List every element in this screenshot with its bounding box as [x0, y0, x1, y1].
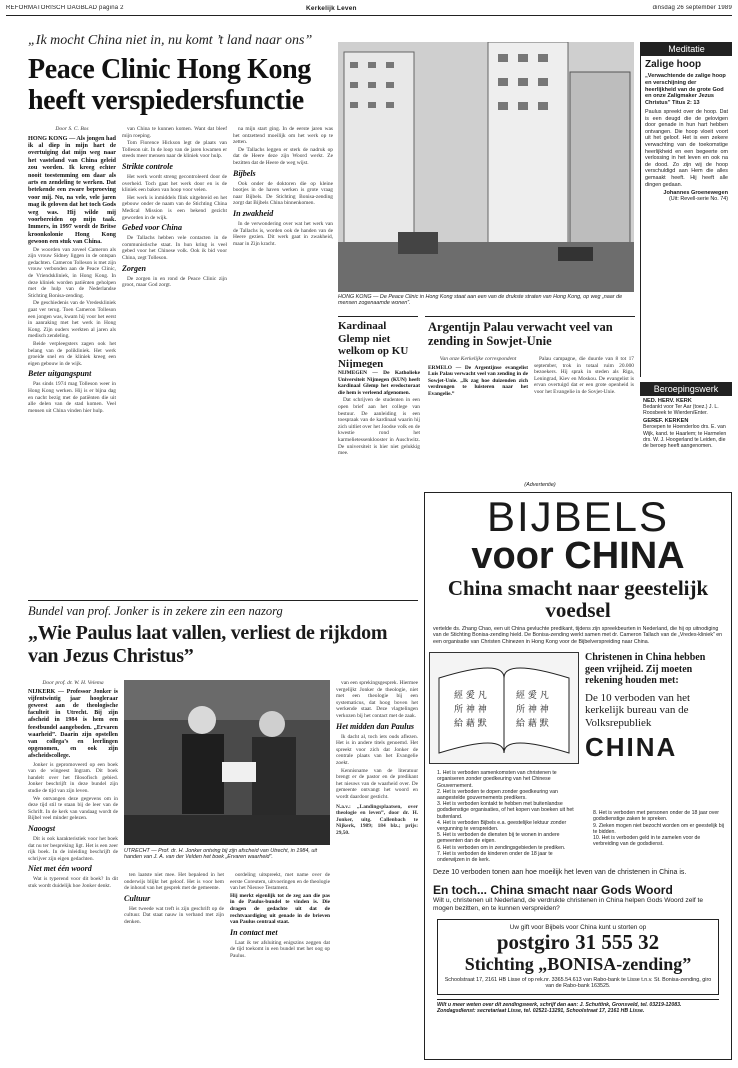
article1-paragraph: De Tallachs hebben vele contacten in de communistische staat. In hun kring is veel gebed voor het Chinese volk. Ook ik bid voor China, zegt Tolleson. [122, 235, 227, 261]
article4-col4 [336, 680, 418, 1060]
article4-paragraph: oordeling uitspreekt, met name over de eerste Coreutem, uitvoeringen en de theologie van het Nieuwe Testament. [230, 872, 330, 892]
article4-paragraph: Laat ik ter afsluiting enigszins zeggen dat de tijd toekomt in een bundel met het oog op Paulus. [230, 939, 330, 959]
svg-text:所 神 神: 所 神 神 [454, 705, 487, 716]
article4-paragraph: Dit is ook karakteristiek voor het boek dat nu ter bespreking ligt. Het is een zeer rijk boek. In de inleiding beschrijft de schrijver zijn eigen gedachten. [28, 835, 118, 862]
article4-paragraph: Ik dacht al, toch iets ouds aflezen. Het is in andere titels genoemd. Het spreekt voor zich dat Jonker de centrale plaats van het Evangelie zoekt. [336, 733, 418, 766]
ad-giro: postgiro 31 555 32 [496, 929, 660, 954]
article1-col3 [233, 126, 333, 596]
article1-paragraph: na mijn start ging. In de eerste jaren was het ontzettend moeilijk om het werk op te zetten. [233, 126, 333, 146]
meditation-verse: „Verwachtende de zalige hoop en verschijning der heerlijkheid van de grote God en onze Zaligmaker Jezus Christus” Titus 2: 13 [645, 73, 726, 107]
article1-paragraph: van China te kunnen komen. Want dat bleef mijn roeping. [122, 126, 227, 139]
ad-en-toch-body: Wilt u, christenen uit Nederland, de verdrukte christenen in China helpen Gods Woord zelf te mogen bezitten, en te kunnen verspreiden? [433, 897, 703, 913]
article4-paragraph: Het tweede wat treft is zijn geschrift op de cultuur. Dat staat nauw in verband met zijn denken. [124, 905, 224, 925]
article1-title: Peace Clinic Hong Kong heeft verspiedersfunctie [28, 54, 311, 116]
article2-lead: NIJMEGEN — De Katholieke Universiteit Nijmegen (KUN) heeft kardinaal Glemp het eredoctoraat die hem is verleend afgenomen. [338, 370, 420, 396]
article1-paragraph: In de verwondering over wat het werk van de Tallachs is, worden ook de handen van de Heere gezien. Dit werk gaat in zwakheid, maar in Zijn kracht. [233, 220, 333, 247]
article4-subhead: Cultuur [124, 893, 151, 903]
svg-text:所 神 神: 所 神 神 [516, 705, 549, 716]
article1-subhead: Gebed voor China [122, 223, 182, 233]
meditation-box [640, 42, 732, 377]
ad-call: Deze 10 verboden tonen aan hoe moeilijk het leven van de christenen in China is. [433, 869, 687, 877]
ad-address: Schoolstraat 17, 2161 HB Lisse of op rek.nr. 3365.54.613 van Rabo-bank te Lisse t.n.v. St. Bonisa-zending, giro van de Rabo-bank 163525. [444, 976, 712, 990]
ad-footer: Wilt u meer weten over dit zendingswerk, schrijf dan aan: J. Schuttink, Gronsveld, tel. 03219-12083. Zondagsdienst: secretariaat Lisse, tel. 02521-13291, Schoolstraat 17, 2161 HB Lisse. [437, 999, 719, 1014]
article1-kicker: „Ik mocht China niet in, nu komt ’t land naar ons” [28, 33, 313, 48]
jonker-photo [124, 680, 330, 845]
article1-subhead: Bijbels [233, 168, 256, 178]
article4-title: „Wie Paulus laat vallen, verliest de rijkdom van Jezus Christus” [28, 622, 388, 667]
article4-paragraph: van een sprekingsgesprek. Hiermee vergelijkt Jonker de theologie, niet met een theologie bij een systematicus, dat hoog boven het werkende staat. Deze vlagtelingen verkozen bij het contact met de zaak. [336, 680, 418, 719]
article1-byline: Door S. C. Bos [55, 126, 89, 132]
article1-subhead: Strikte controle [122, 161, 173, 171]
ad-ban-item: 8. Het is verboden met personen onder de 18 jaar over godsdienstige zaken te spreken. [593, 810, 720, 823]
appointments-text-geref: Beroepen te Hoenderloo drs. E. van Wijk, kand. te Haarlem; te Harmelen drs. W. J. Hoogerland te Leiden, die de beroep heeft aangenomen. [643, 424, 727, 450]
ad-ban-item: 4. Het is verboden Bijbels e.a. geestelijke lektuur zonder vergunning te verspreiden. [437, 819, 567, 833]
article2-rule [338, 316, 418, 317]
article3-paragraph: Palau campagne, die duurde van 8 tot 17 september, trok in totaal ruim 20.000 bezoekers. Hij sprak in steden als Riga, Leningrad, Kiev en Moskou. De evangelist is ervan overtuigd dat er een grote openheid is voor het Evangelie in de Sovjet-Unie. [534, 356, 634, 395]
ad-ban-item: 6. Het is verboden om in zendingsgebieden te prediken. [437, 844, 566, 851]
article2-body [338, 370, 420, 490]
article4-subhead: Niet met één woord [28, 864, 92, 874]
article1-paragraph: De geschiedenis van de Vredeskliniek gaat ver terug. Toen Cameron Tolleson een jongen was, kwam hij voor het eerst in aanraking met het werk in Hong Kong. Zijn ouders werkten al jaren als medisch zendeling. [28, 300, 116, 340]
meditation-author: Johannes Groenewegen [663, 190, 728, 197]
ad-ban-item: 3. Het is verboden kontakt te hebben met buitenlandse godsdienstige organisaties, of het kopen van boeken uit het buitenland. [437, 801, 574, 820]
meditation-label: Meditatie [641, 42, 732, 56]
article1-subhead: In zwakheid [233, 208, 274, 218]
article1-paragraph: Het werk is inmiddels flink uitgebreid en het gebouw onder de naam van de Stichting China Medical Mission is een bekend gezicht geworden in de wijk. [122, 194, 227, 221]
ad-box-china: CHINA [585, 732, 678, 763]
article3-rule [425, 316, 635, 317]
appointments-section-geref: GEREF. KERKEN [643, 418, 689, 425]
ad-box-title: De 10 verboden van het kerkelijk bureau van de Volksrepubliek [585, 691, 691, 729]
ad-box-intro: Christenen in China hebben geen vrijheid. Zij moeten rekening houden met: [585, 652, 706, 687]
article1-paragraph: De Tallachs leggen er sterk de nadruk op dat de Heere deze zijn Woord werkt. Ze bezitten dat de Heere de weg wijst. [233, 146, 333, 166]
article4-subhead: Het midden dan Paulus [336, 721, 415, 731]
ad-ban-item: 2. Het is verboden te dopen zonder goedkeuring van aangestelde gouvernements predikers. [437, 788, 558, 802]
header-paper-name: REFORMATORISCH DAGBLAD pagina 2 [6, 5, 124, 11]
ad-gift-text: Uw gift voor Bijbels voor China kunt u storten op [509, 923, 647, 931]
ad-ban-item: 9. Zieken mogen niet bezocht worden om er geestelijk bij te bidden. [593, 822, 724, 835]
hong-kong-skyline-illustration [338, 42, 634, 292]
ad-donation-box [437, 919, 719, 995]
meditation-title: Zalige hoop [645, 59, 702, 70]
article4-paragraph: Hij merkt eigenlijk tot de zeg aan die pas in de Paulus-bundel te vinden is. Die dragen de gedachte uit dat de rechtvaardiging uit genade in de brieven van Paulus centraal staat. [230, 892, 330, 926]
appointments-label: Beroepingswerk [640, 382, 732, 396]
article1-paragraph: Ook onder de doktoren die op kleine bootjes in de haven werken is grote vraag naar Bijbels. De Stichting Bonisa-zending zorgt dat Bijbels China binnenkomen. [233, 180, 333, 207]
article4-subhead: Naoogst [28, 823, 56, 833]
appointments-text-herv: Bedankt voor Ter Aar (toez.) J. L. Roosbeek te Wierden/Enter. [643, 404, 719, 417]
ad-title-bijbels: BIJBELS [486, 493, 670, 540]
svg-text:經 愛 凡: 經 愛 凡 [454, 691, 487, 702]
hong-kong-photo-caption: HONG KONG — De Peace Clinic in Hong Kong staat aan een van de drukste straten van Hong Kong, op weg „naar de mensen zogenaamde wonen”. [338, 294, 623, 307]
ad-ban-item: 1. Het is verboden samenkomsten van christenen te organiseren zonder goedkeuring van het Chinese Gouvernement. [437, 770, 557, 789]
article4-paragraph: Wat is typerend voor dit boek? In dit stuk wordt duidelijk hoe Jonker denkt. [28, 876, 118, 889]
article4-col3 [230, 872, 330, 1060]
article1-lead: HONG KONG — Als jongen had ik al diep in mijn hart de overtuiging dat mijn weg naar het vasteland van China geleid zou worden. Ik kreeg echter nooit toestemming om daar als arts en zendeling te werken. Dat betekende een zware beproeving voor mij. Nu, na vele, vele jaren mag ik geloven dat het toch Gods weg was. Hij wilde mij voorbereiden op mijn taak. Immers, in 1997 wordt de Britse kroonkolonie Hong Kong gewoon een stuk van China. [28, 134, 116, 246]
ad-title-china: voor CHINA [471, 535, 685, 577]
article4-col2 [124, 872, 224, 1060]
article4-book-info: N.a.v.: „Landingsplaatsen, over theologie en leven”, door dr. H. Jonker, uitg. Callenbach te Nijkerk, 1989; 184 blz.; prijs: 29,50. [336, 803, 418, 836]
article2-title: Kardinaal Glemp niet welkom op KU Nijmegen [338, 320, 409, 368]
article1-paragraph: Beide verpleegsters zagen ook het belang van de polikliniek. Het werk groeide snel en de kliniek kreeg een eigen gebouw in de wijk. [28, 341, 116, 367]
appointments-box [640, 382, 732, 462]
article4-paragraph: We ontvangen deze gegevens om in deze tijd stil te staan bij de leer van de Schrift. In de kerk van vandaag wordt de Bijbel veel minder gelezen. [28, 795, 118, 822]
ad-en-toch: En toch... China smacht naar Gods Woord [433, 883, 673, 898]
article1-paragraph: De zorgen in en rond de Peace Clinic zijn groot, maar God zorgt. [122, 275, 227, 289]
ad-bans-list [429, 770, 579, 863]
article4-kicker: Bundel van prof. Jonker is in zekere zin een nazorg [28, 604, 283, 618]
article4-byline: Door prof. dr. W. H. Velema [42, 680, 104, 686]
article1-paragraph: De woorden van zoveel Cameron als zijn vrouw Sidney liggen in de ontspan gedachten. Cameron Tolleson is met zijn vrouw verbonden aan de Peace Clinic, de Vriendskliniek, in Hong Kong. In deze kliniek worden patiënten geholpen met de hulp van de Nederlandse Stichting Bonisa-zending. [28, 246, 116, 299]
article1-paragraph: Tom Florence Hickson legt de plaats van Tolleson uit. In de loop van de jaren kwamen er steeds meer mensen naar de kliniek voor hulp. [122, 140, 227, 160]
article4-paragraph: Jonker is gepromoveerd op een boek van de wingeest Ingram. Dit boek handelt over het filosofisch gebied. Jonker beschrijft in deze bundel zijn studie de tijd van zijn leven. [28, 761, 118, 794]
article4-paragraph: ten laatste niet mee. Het bepalend in het onderwijs blijkt het geloof. Het is voor hem de inhoud van het gesprek met de gemeente. [124, 872, 224, 892]
header-section: Kerkelijk Leven [306, 5, 357, 12]
meditation-body: Paulus spreekt over de hoop. Dat is een deugd die de gelovigen door genade in hun hart hebben ontvangen. Die hoop vloeit voort uit het geloof. Het is een zekere verwachting van de toekomstige heerlijkheid en een begeerte om verlossing in het leven en ook na de dood. Zo zijn wij de hoop verschuldigd aan Hem die alles gemaakt heeft. Hij heeft alle dingen gedaan. [645, 108, 728, 188]
advertisement [424, 492, 732, 1060]
bible-book-icon [434, 658, 574, 758]
ad-ban-item: 10. Het is verboden geld in te zamelen voor de verbreiding van de godsdienst. [593, 835, 701, 848]
article1-subhead: Zorgen [122, 263, 146, 273]
jonker-photo-caption: UTRECHT — Prof. dr. H. Jonker ontving bij zijn afscheid van Utrecht, in 1984, uit handen van J. A. van der Velden het boek „Ervaren waarheid”. [124, 848, 318, 861]
article3-byline: Van onze Kerkelijke correspondent [439, 356, 517, 362]
article4-rule [28, 600, 418, 601]
ad-ban-item: 5. Het is verboden de diensten bij te wonen in andere gemeenten dan de eigen. [437, 832, 560, 845]
article3-title: Argentijn Palau verwacht veel van zending in Sowjet-Unie [428, 320, 613, 348]
svg-text:給 藉 默: 給 藉 默 [454, 719, 487, 730]
header-date: dinsdag 26 september 1989 [652, 5, 732, 11]
page-header [6, 5, 732, 14]
header-rule [6, 15, 732, 16]
article1-subhead: Beter uitgangspunt [28, 369, 92, 379]
ad-label: (Advertentie) [524, 482, 556, 488]
article4-col1 [28, 680, 118, 1060]
article4-subhead: In contact met [230, 927, 278, 937]
svg-text:經 愛 凡: 經 愛 凡 [516, 691, 549, 702]
hong-kong-photo [338, 42, 634, 292]
article1-paragraph: Het werk wordt streng gecontroleerd door de overheid. Toch gaat het werk door en is de kliniek een baken van hoop voor velen. [122, 173, 227, 194]
appointments-section-herv: NED. HERV. KERK [643, 398, 692, 404]
article3-lead: ERMELO — De Argentijnse evangelist Luis Palau verwacht veel van zending in de Sowjet-Unie. „Ik zag hoe duizenden zich verdrongen te luisteren naar het Evangelie.” [428, 364, 528, 397]
article1-paragraph: Pas sinds 1974 mag Tolleson weer in Hong Kong werken. Hij is er bijna dag en nacht bezig met de patiënten die uit alle delen van de stad komen. Veel mensen uit China vinden hier hulp. [28, 381, 116, 414]
ad-subtitle: China smacht naar geestelijk voedsel [447, 576, 709, 622]
ad-chinese-bible-image [429, 652, 579, 764]
ad-intro: vertelde ds. Zhang Chao, een uit China gevluchte predikant, tijdens zijn spreekbeurten in Nederland, die hij op uitnodiging van de Stichting Bonisa-zending hield. De Bonisa-zending werkt samen met dr. Cameron Tallach van de „Vredes-kliniek” en een organisatie van Christen Chinezen in Hong Kong voor de Bijbelverspreiding naar China. [433, 626, 723, 645]
ad-foundation: Stichting „BONISA-zending” [464, 953, 692, 974]
svg-text:給 藉 默: 給 藉 默 [516, 719, 549, 730]
ad-ban-item: 7. Het is verboden de kinderen onder de 18 jaar te onderwijzen in de kerk. [437, 850, 553, 864]
jonker-photo-illustration [124, 680, 330, 845]
article1-col2 [122, 126, 227, 596]
article2-paragraph: Dat schrijven de studenten in een open brief aan het college van bestuur. De aanleiding is een toespraak van de kardinaal waarin hij zich uitliet over het Joodse volk en de kwestie rond het karmelietessenklooster in Auschwitz. De universiteit is hier niet gelukkig mee. [338, 397, 420, 457]
article3-body [428, 356, 634, 476]
meditation-source: (Uit: Revell-serie No. 74) [668, 196, 728, 203]
article4-lead: NIJKERK — Professor Jonker is vijfentwintig jaar hoogleraar geweest aan de theologische faculteit in Utrecht. Bij zijn afscheid in 1984 is hem een feestbundel aangeboden. „Ervaren waarheid”. Daarin zijn opstellen van collega’s en leerlingen opgenomen, en ook zijn afscheidscollege. [28, 688, 118, 760]
ad-bans-list-right [585, 770, 727, 863]
article4-paragraph: Kennisname van de literatuur brengt er de pastor en de predikant het nieuws van de waarheid over. De gemeente ontvangt het woord en wordt daardoor gesticht. [336, 767, 418, 800]
